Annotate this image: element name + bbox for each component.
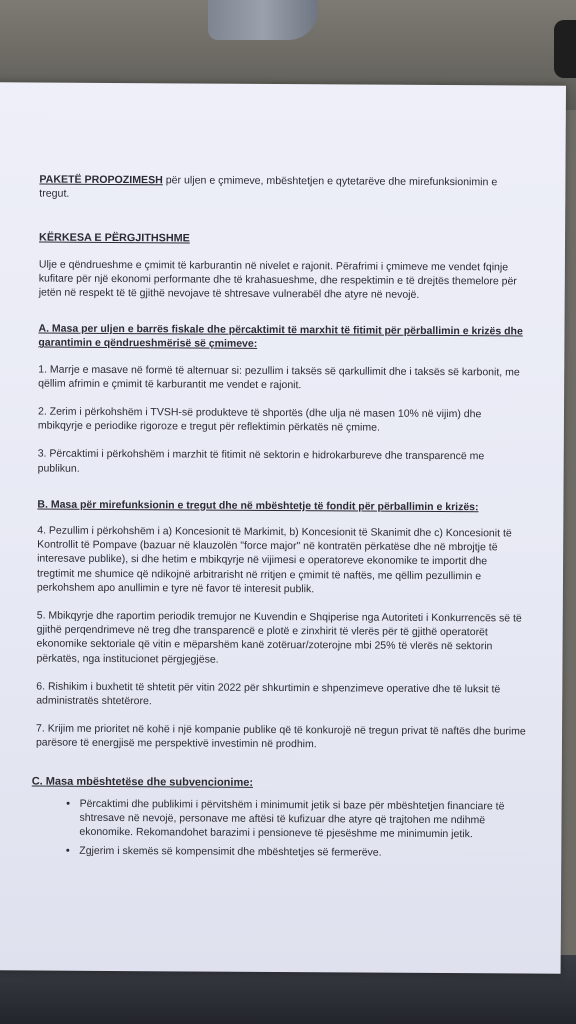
- section-a-item-3: 3. Përcaktimi i përkohshëm i marzhit të fitimit në sektorin e hidrokarbureve dhe transparencë me publikun.: [37, 447, 485, 475]
- section-b-item-4: 4. Pezullim i përkohshëm i a) Koncesionit të Markimit, b) Koncesionit të Skanimit dhe c) Koncesionit të Kontrollit të Pompave (bazuar në klauzolën "force major" në kontratën përkatëse dhe në mbrojtje të interesave publike), si dhe hetim e mbikqyrje në vijimesi e operatoreve ekonomike te importit dhe tregtimit me shumice që ndikojnë arbitrarisht në rritjen e çmimit të naftës, me qëllim pezullimin e perkohshem apo anullimin e tyre në favor të interesit publik.: [36, 524, 512, 596]
- general-paragraph: Ulje e qëndrueshme e çmimit të karburantin në nivelet e rajonit. Përafrimi i çmimeve me vendet fqinje kufitare për një ekonomi performante dhe të krahasueshme, dhe respektimin e të drejtës themelore për jetën në respekt të të gjithë nevojave të shtresave vulnerabël dhe atyre në nevojë.: [38, 258, 517, 301]
- section-b-item-6: 6. Rishikim i buxhetit të shtetit për vitin 2022 për shkurtimin e shpenzimeve operative dhe të luksit të administratës shtetërore.: [36, 680, 501, 708]
- document-body: [31, 173, 529, 865]
- section-a-heading: A. Masa per uljen e barrës fiskale dhe përcaktimit të marxhit të fitimit për përballimin e krizës dhe garantimin e qëndrueshmërisë së çmimeve:: [38, 322, 523, 351]
- section-b-item-5: 5. Mbikqyrje dhe raportim periodik tremujor ne Kuvendin e Shqiperise nga Autoriteti i Konkurrencës së të gjithë perqendrimeve në treg dhe transparencë e plotë e zinxhirit të vlerës për të gjithë operatorët ekonomike sektoriale që vitin e mëparshëm kanë zotëruar/zoterojne mbi 25% të vlerës në sektorin përkatës, nga institucionet përgjegjëse.: [36, 609, 522, 666]
- section-c-bullet-1: • Përcaktimi dhe publikimi i përvitshëm i minimumit jetik si baze për mbështetjen financiare të shtresave në nevojë, personave me aftësi të kufizuar dhe atyre që trajtohen me ndihmë ekonomike. Rekomandohet barazimi i pensioneve të pjesëshme me minimumin jetik.: [79, 797, 525, 842]
- document-title: [39, 173, 529, 204]
- section-c-list: [35, 796, 525, 860]
- section-a-item-2: 2. Zerim i përkohshëm i TVSH-së produkteve të shportës (dhe ulja në masen 10% në vijim) dhe mbikqyrje e periodike rigoroze e tregut për reflektimin përkatës në çmime.: [37, 405, 482, 434]
- section-c-bullet-2: • Zgjerim i skemës së kompensimit dhe mbështetjes së fermerëve.: [79, 843, 525, 860]
- shoe: [554, 20, 576, 78]
- paper-sheet: [0, 82, 566, 973]
- section-b-item-7: 7. Krijim me prioritet në kohë i një kompanie publike që të konkurojë në tregun privat të naftës dhe burime parësore të energjisë me perspektivë investimin në prodhim.: [35, 722, 526, 751]
- person-leg: [208, 0, 318, 40]
- document-title-rest: për uljen e çmimeve, mbështetjen e qytetarëve dhe mirefunksionimin e tregut.: [39, 174, 498, 200]
- section-c-heading: C. Masa mbështetëse dhe subvencionime:: [31, 775, 254, 789]
- document-title-bold: PAKETË PROPOZIMESH: [39, 173, 163, 187]
- section-a-item-1: 1. Marrje e masave në formë të alternuar si: pezullim i taksës së qarkullimit dhe i taksës së karbonit, me qëllim afrimin e çmimit të karburantit me vendet e rajonit.: [38, 363, 520, 391]
- section-b-heading: B. Masa për mirefunksionin e tregut dhe në mbështetje të fondit për përballimin e krizës:: [37, 498, 479, 514]
- general-heading: KËRKESA E PËRGJITHSHME: [39, 231, 190, 245]
